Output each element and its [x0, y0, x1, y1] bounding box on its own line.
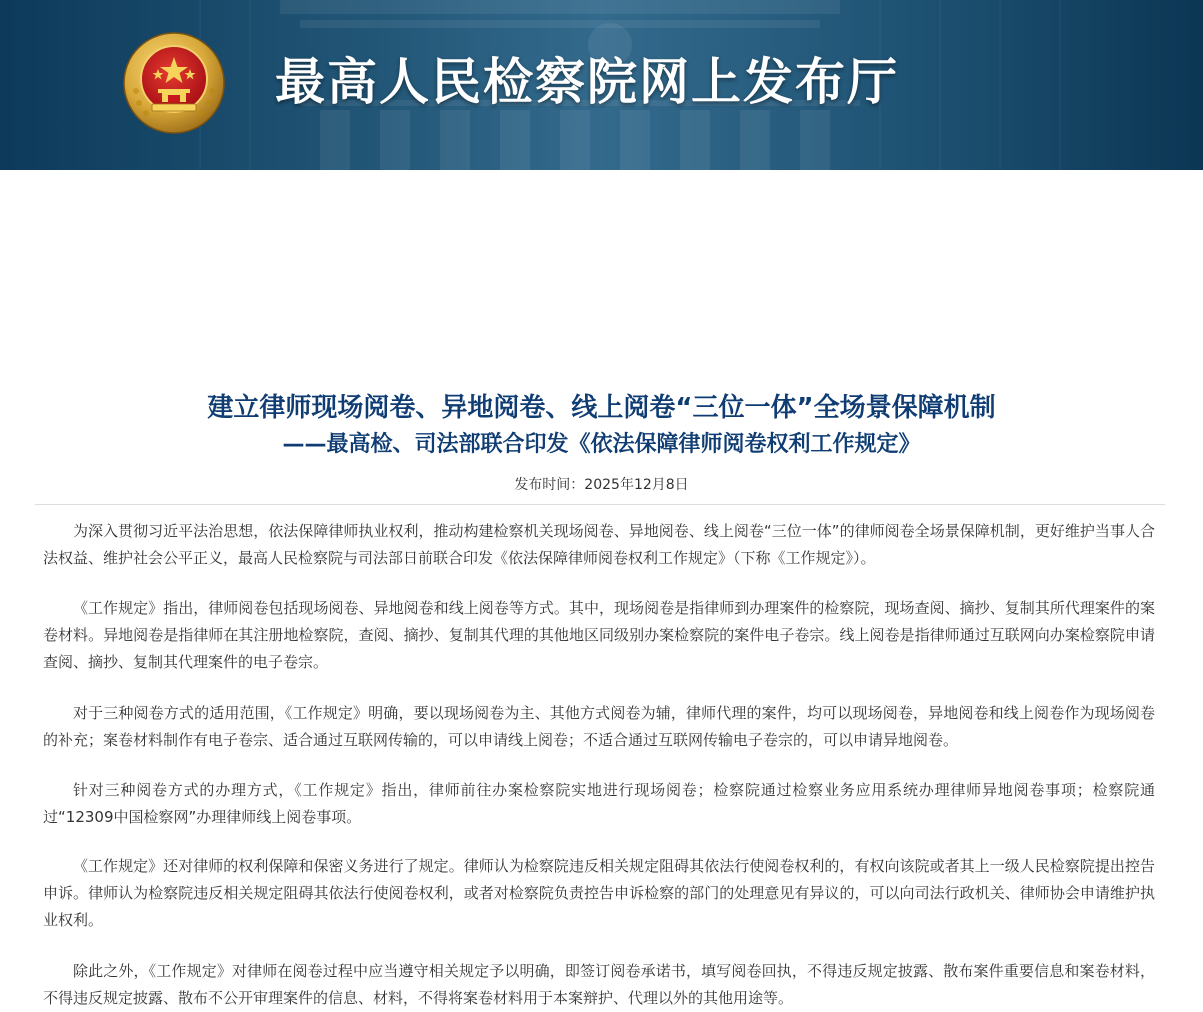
article-paragraph-5: 《工作规定》还对律师的权利保障和保密义务进行了规定。律师认为检察院违反相关规定阻碍其依法行使阅卷权利的，有权向该院或者其上一级人民检察院提出控告申诉。律师认为检察院违反相关规定阻碍其依法行使阅卷权利，或者对检察院负责控告申诉检察的部门的处理意见有异议的，可以向司法行政机关、律师协会申请维护执业权利。: [43, 857, 1155, 929]
article-title: 建立律师现场阅卷、异地阅卷、线上阅卷“三位一体”全场景保障机制: [207, 393, 996, 423]
publish-time: 发布时间：2025年12月8日: [514, 477, 689, 493]
article-paragraph-4: 针对三种阅卷方式的办理方式，《工作规定》指出，律师前往办案检察院实地进行现场阅卷；检察院通过检察业务应用系统办理律师异地阅卷事项；检察院通过“12309中国检察网”办理律师线上阅卷事项。: [43, 781, 1155, 826]
site-banner: [0, 0, 1203, 170]
article-subtitle: ——最高检、司法部联合印发《依法保障律师阅卷权利工作规定》: [282, 432, 921, 457]
site-title: 最高人民检察院网上发布厅: [275, 52, 899, 111]
article-paragraph-6: 除此之外，《工作规定》对律师在阅卷过程中应当遵守相关规定予以明确，即签订阅卷承诺书，填写阅卷回执，不得违反规定披露、散布案件重要信息和案卷材料，不得违反规定披露、散布不公开审理案件的信息、材料，不得将案卷材料用于本案辩护、代理以外的其他用途等。: [43, 962, 1155, 1007]
article-paragraph-1: 为深入贯彻习近平法治思想，依法保障律师执业权利，推动构建检察机关现场阅卷、异地阅卷、线上阅卷“三位一体”的律师阅卷全场景保障机制，更好维护当事人合法权益、维护社会公平正义，最高人民检察院与司法部日前联合印发《依法保障律师阅卷权利工作规定》（下称《工作规定》）。: [43, 522, 1155, 567]
article-paragraph-3: 对于三种阅卷方式的适用范围，《工作规定》明确，要以现场阅卷为主、其他方式阅卷为辅，律师代理的案件，均可以现场阅卷，异地阅卷和线上阅卷作为现场阅卷的补充；案卷材料制作有电子卷宗、适合通过互联网传输的，可以申请线上阅卷；不适合通过互联网传输电子卷宗的，可以申请异地阅卷。: [43, 704, 1155, 749]
article-paragraph-2: 《工作规定》指出，律师阅卷包括现场阅卷、异地阅卷和线上阅卷等方式。其中，现场阅卷是指律师到办理案件的检察院，现场查阅、摘抄、复制其所代理案件的案卷材料。异地阅卷是指律师在其注册地检察院，查阅、摘抄、复制其代理的其他地区同级别办案检察院的案件电子卷宗。线上阅卷是指律师通过互联网向办案检察院申请查阅、摘抄、复制其代理案件的电子卷宗。: [43, 599, 1155, 671]
title-divider: [35, 504, 1165, 505]
procuratorate-emblem-icon: [122, 31, 226, 135]
